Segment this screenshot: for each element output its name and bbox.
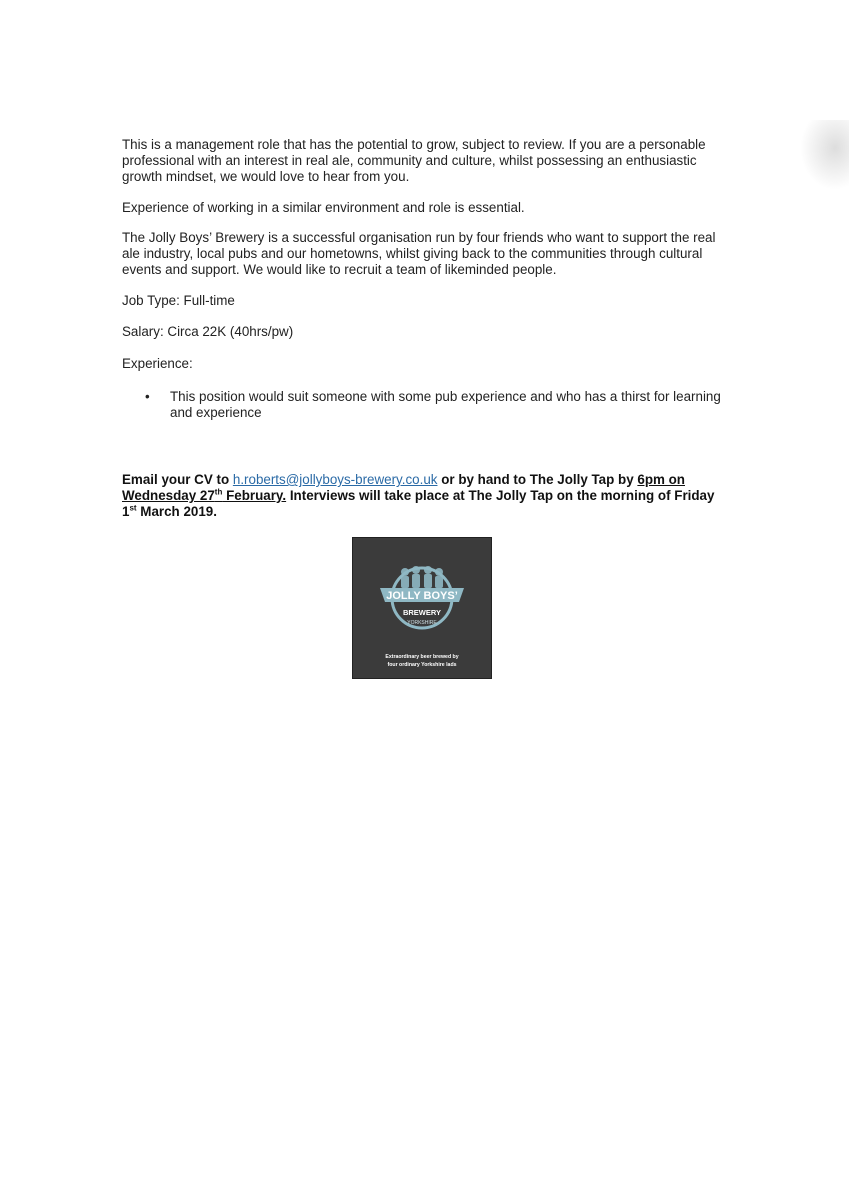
bullet-text: [170, 389, 725, 421]
logo-brewery-text: BREWERY: [402, 608, 442, 617]
cta-part-2: or by hand to The Jolly Tap by: [437, 472, 638, 487]
logo-graphic: [353, 538, 491, 678]
logo-tagline-line-1: Extraordinary beer brewed by: [385, 654, 459, 660]
deadline-time: 6pm on: [637, 472, 685, 487]
scan-smudge: [800, 120, 849, 190]
intro-paragraph: [122, 137, 722, 185]
bullet-icon: •: [145, 389, 150, 404]
deadline-day: Wednesday 27: [122, 488, 215, 503]
salary: Salary: Circa 22K (40hrs/pw): [122, 324, 294, 339]
intro-line-2: professional with an interest in real ale, community and culture, whilst possessing an enthusiastic: [122, 153, 697, 168]
deadline-month: February.: [222, 488, 287, 503]
about-paragraph: [122, 230, 722, 278]
about-line-2: ale industry, local pubs and our hometowns, whilst giving back to the communities through cultural: [122, 246, 703, 261]
about-line-3: events and support. We would like to recruit a team of likeminded people.: [122, 262, 557, 277]
logo-region-text: YORKSHIRE: [407, 620, 437, 626]
logo-tagline-line-2: four ordinary Yorkshire lads: [387, 662, 457, 668]
intro-line-3: growth mindset, we would love to hear from you.: [122, 169, 410, 184]
cta-part-1: Email your CV to: [122, 472, 233, 487]
bullet-line-2: and experience: [170, 405, 262, 420]
interview-month-year: March 2019.: [136, 504, 217, 519]
intro-line-1: This is a management role that has the potential to grow, subject to review. If you are a personable: [122, 137, 706, 152]
email-link[interactable]: h.roberts@jollyboys-brewery.co.uk: [232, 472, 438, 487]
cta-part-3: Interviews will take place at The Jolly Tap on the morning of Friday: [286, 488, 715, 503]
interview-day: 1: [122, 504, 130, 519]
bullet-line-1: This position would suit someone with some pub experience and who has a thirst for learning: [170, 389, 721, 404]
application-instructions: [122, 472, 722, 520]
deadline-date: [122, 488, 286, 503]
about-line-1: The Jolly Boys’ Brewery is a successful organisation run by four friends who want to support the real: [122, 230, 716, 245]
experience-requirement: Experience of working in a similar environment and role is essential.: [122, 200, 525, 215]
deadline-ordinal: th: [214, 487, 223, 497]
experience-heading: Experience:: [122, 356, 193, 371]
brewery-logo: [352, 537, 492, 679]
logo-top-text: JOLLY BOYS’: [386, 590, 458, 602]
job-type: Job Type: Full-time: [122, 293, 235, 308]
interview-ordinal: st: [129, 503, 137, 513]
